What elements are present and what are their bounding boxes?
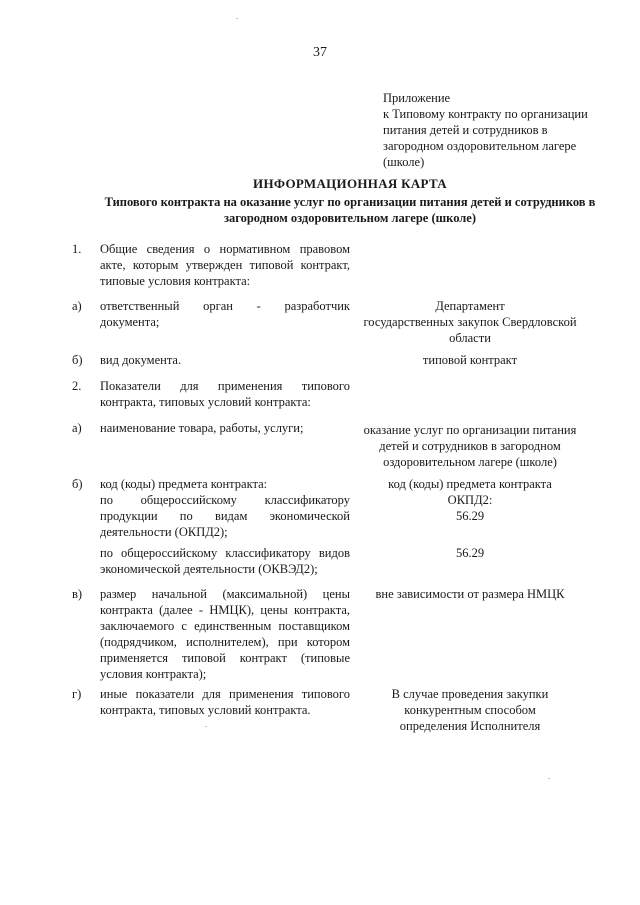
row-label: иные показатели для применения типового контракта, типовых условий контракта. [100, 687, 350, 717]
row-label: вид документа. [100, 353, 182, 367]
card-title: ИНФОРМАЦИОННАЯ КАРТА [253, 176, 447, 191]
row-mark: б) [72, 477, 83, 491]
row-label: размер начальной (максимальной) цены контракта (далее - НМЦК), цены контракта, заключаемого с единственным поставщиком (подрядчиком, исполнителем), при котором применяется типовой контракт (типовые условия контракта); [100, 587, 350, 681]
row-mark: в) [72, 587, 83, 601]
row-mark: а) [72, 421, 82, 435]
scan-speck [205, 726, 207, 727]
appendix-line: Приложение [383, 91, 451, 105]
row-label: код (коды) предмета контракта: по общероссийскому классификатору продукции по видам экономической деятельности (ОКПД2); [100, 477, 350, 539]
appendix-note [383, 90, 613, 170]
card-subtitle [70, 194, 630, 226]
row-label: ответственный орган - разработчик документа; [100, 299, 350, 329]
page-number: 37 [313, 45, 327, 60]
row-label: наименование товара, работы, услуги; [100, 421, 304, 435]
appendix-line: загородном оздоровительном лагере [383, 139, 577, 153]
row-value: 56.29 [455, 546, 485, 560]
scan-speck [548, 778, 550, 779]
row-label: Общие сведения о нормативном правовом акте, которым утвержден типовой контракт, типовые условия контракта: [100, 242, 350, 288]
appendix-line: (школе) [383, 155, 425, 169]
row-value: вне зависимости от размера НМЦК [375, 587, 565, 601]
row-value: В случае проведения закупки конкурентным способом определения Исполнителя [391, 687, 549, 733]
row-label: по общероссийскому классификатору видов экономической деятельности (ОКВЭД2); [100, 546, 350, 576]
card-subtitle-line: Типового контракта на оказание услуг по организации питания детей и сотрудников в [104, 195, 596, 209]
row-value: типовой контракт [422, 353, 518, 367]
row-mark: 2. [72, 379, 82, 393]
row-label: Показатели для применения типового контракта, типовых условий контракта: [100, 379, 350, 409]
row-mark: 1. [72, 242, 82, 256]
appendix-line: питания детей и сотрудников в [383, 123, 548, 137]
scan-speck [236, 18, 238, 19]
row-value: Департамент государственных закупок Свердловской области [363, 299, 577, 345]
row-value: код (коды) предмета контракта ОКПД2: 56.29 [388, 477, 552, 523]
row-mark: б) [72, 353, 83, 367]
row-value: оказание услуг по организации питания детей и сотрудников в загородном оздоровительном лагере (школе) [363, 423, 577, 469]
row-mark: а) [72, 299, 82, 313]
card-subtitle-line: загородном оздоровительном лагере (школе) [223, 211, 477, 225]
appendix-line: к Типовому контракту по организации [383, 107, 588, 121]
row-mark: г) [72, 687, 82, 701]
